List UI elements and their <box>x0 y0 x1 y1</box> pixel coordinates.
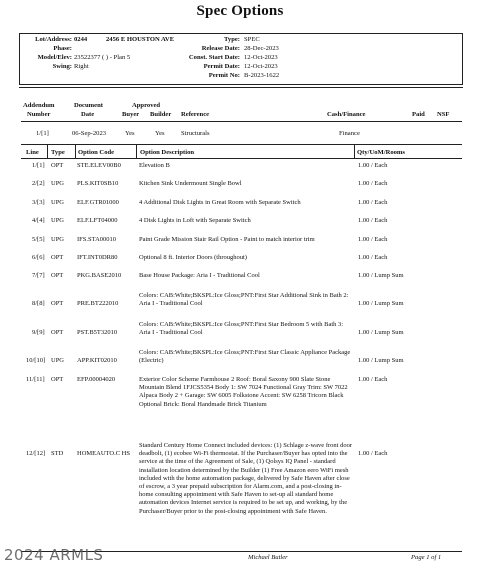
header-divider <box>19 87 463 88</box>
lot-label: Lot/Address: <box>35 36 72 43</box>
permit-date-label: Permit Date: <box>203 63 240 70</box>
row-desc: Exterior Color Scheme Farmhouse 2 Roof: Boral Saxony 900 Slate Stone Mountain Blend 1FJCS5354 Body 1: SW 7024 Functional Gray Trim: SW 7022 Alpaca Body 2 + Garage: SW 6005 Folkstone Accent: SW 6258 Tricorn Black Optional Brick: Boral Handmade Brick Titanium <box>139 376 348 408</box>
row-type: OPT <box>51 300 64 307</box>
line-header: Line <box>26 149 39 156</box>
const-start-label: Const. Start Date: <box>188 54 240 61</box>
option-description-header: Option Description <box>140 149 195 156</box>
row-line: 12/[12] <box>26 450 46 457</box>
row-qty: 1.00 / Lump Sum <box>358 329 404 336</box>
reference-header: Reference <box>181 111 210 118</box>
addendum-number-header: Number <box>27 111 51 118</box>
row-qty: 1.00 / Each <box>358 236 388 243</box>
row-code: PRE.BT222010 <box>77 300 119 307</box>
row-type: OPT <box>51 329 64 336</box>
buyer-header: Buyer <box>122 111 140 118</box>
row-desc: Standard Century Home Connect included devices: (1) Schlage z-wave front door deadbolt, (1) ecobee Wi-Fi thermostat. If the Purchaser/Buyer has opted into the service at the time of the Agreement of Sale, (1) Qolsys IQ Panel - standard installation location determined by the Builder (1) Free Amazon eero WiFi mesh included with the home automation package, delivered by Safe Haven after close of escrow, a 3 year prepaid subscription for Alarm.com, and a post-closing in-home consulting appointment with Safe Haven to set-up all standard home automation devices Internet service is required to be set up, and working, by the Purchaser/Buyer prior to the post-closing appointment with Safe Haven. <box>139 442 352 515</box>
qty-header: Qty/UoM/Rooms <box>357 149 405 156</box>
permit-no-value: B-2023-1622 <box>244 72 280 79</box>
row-desc: Kitchen Sink Undermount Single Bowl <box>139 180 242 187</box>
row-type: OPT <box>51 162 64 169</box>
nsf-header: NSF <box>437 111 450 118</box>
row-desc: Base House Package: Aria I - Traditional Cool <box>139 272 260 279</box>
row-type: UPG <box>51 180 65 187</box>
table-header-rule <box>21 158 462 159</box>
row-code: ELF.GTR01000 <box>77 199 119 206</box>
row-qty: 1.00 / Each <box>358 162 388 169</box>
addendum-document-header: Document <box>74 102 103 109</box>
type-label: Type: <box>224 36 240 43</box>
row-desc: Elevation B <box>139 162 170 169</box>
row-line: 2/[2] <box>32 180 45 187</box>
option-code-header: Option Code <box>78 149 115 156</box>
row-line: 3/[3] <box>32 199 45 206</box>
addendum-builder: Yes <box>155 130 165 137</box>
header-divider-2 <box>75 144 76 158</box>
swing-label: Swing: <box>52 63 72 70</box>
row-code: EFP.00004020 <box>77 376 116 383</box>
addendum-cash-finance: Finance <box>339 130 360 137</box>
builder-header: Builder <box>150 111 172 118</box>
row-line: 5/[5] <box>32 236 45 243</box>
row-desc: Optional 8 ft. Interior Doors (throughout) <box>139 254 247 261</box>
row-line: 6/[6] <box>32 254 45 261</box>
model-label: Model/Elev: <box>37 54 72 61</box>
row-line: 11/[11] <box>26 376 45 383</box>
cash-finance-header: Cash/Finance <box>327 111 366 118</box>
address-value: 2456 E HOUSTON AVE <box>106 36 175 43</box>
row-desc: Colors: CAB:White;BKSPL:Ice Gloss;PNT:First Star Bedroom 5 with Bath 3: Aria I - Traditional Cool <box>139 321 344 337</box>
table-top-rule <box>21 144 462 145</box>
row-qty: 1.00 / Each <box>358 254 388 261</box>
paid-header: Paid <box>412 111 425 118</box>
model-value: 23522377 ( ) - Plan 5 <box>74 54 131 61</box>
phase-label: Phase: <box>53 45 72 52</box>
row-qty: 1.00 / Lump Sum <box>358 272 404 279</box>
header-divider-1 <box>47 144 48 158</box>
row-type: UPG <box>51 236 65 243</box>
lot-value: 0244 <box>74 36 88 43</box>
addendum-header-rule <box>21 121 462 122</box>
row-code: STE.ELEV00B0 <box>77 162 121 169</box>
footer-name: Michael Butler <box>248 554 288 561</box>
row-qty: 1.00 / Each <box>358 376 388 383</box>
row-type: OPT <box>51 254 64 261</box>
row-code: PST.B5T32010 <box>77 329 118 336</box>
row-qty: 1.00 / Each <box>358 217 388 224</box>
watermark: 2024 ARMLS <box>4 546 104 564</box>
row-type: UPG <box>51 357 65 364</box>
row-type: UPG <box>51 217 65 224</box>
addendum-date-header: Date <box>81 111 95 118</box>
row-line: 9/[9] <box>32 329 45 336</box>
footer-page: Page 1 of 1 <box>411 554 442 561</box>
row-type: UPG <box>51 199 65 206</box>
approved-header: Approved <box>132 102 161 109</box>
swing-value: Right <box>74 63 89 70</box>
addendum-reference: Structurals <box>181 130 210 137</box>
release-value: 28-Dec-2023 <box>244 45 279 52</box>
type-value: SPEC <box>244 36 260 43</box>
permit-date-value: 12-Oct-2023 <box>244 63 278 70</box>
header-divider-3 <box>136 144 137 158</box>
row-code: ELF.LFT04000 <box>77 217 118 224</box>
row-code: APP.KIT02010 <box>77 357 117 364</box>
const-start-value: 12-Oct-2023 <box>244 54 278 61</box>
type-header: Type <box>51 149 65 156</box>
row-qty: 1.00 / Each <box>358 180 388 187</box>
permit-no-label: Permit No: <box>208 72 240 79</box>
row-desc: Colors: CAB:White;BKSPL:Ice Gloss;PNT:First Star Classic Appliance Package (Electric) <box>139 349 351 365</box>
row-line: 10/[10] <box>26 357 46 364</box>
row-desc: Colors: CAB:White;BKSPL:Ice Gloss;PNT:First Star Additional Sink in Bath 2: Aria I - Traditional Cool <box>139 292 349 308</box>
row-line: 4/[4] <box>32 217 45 224</box>
page-title: Spec Options <box>196 3 284 19</box>
addendum-col-header: Addendum <box>23 102 55 109</box>
row-type: OPT <box>51 272 64 279</box>
release-label: Release Date: <box>201 45 240 52</box>
row-code: PLS.KIT0SB10 <box>77 180 119 187</box>
row-code: IFT.INT0DR80 <box>77 254 118 261</box>
addendum-date: 06-Sep-2023 <box>72 130 107 137</box>
addendum-buyer: Yes <box>125 130 135 137</box>
row-qty: 1.00 / Each <box>358 199 388 206</box>
row-desc: 4 Additional Disk Lights in Great Room with Separate Switch <box>139 199 301 206</box>
row-qty: 1.00 / Each <box>358 450 388 457</box>
row-qty: 1.00 / Lump Sum <box>358 300 404 307</box>
row-desc: 4 Disk Lights in Loft with Separate Switch <box>139 217 251 224</box>
row-code: HOMEAUTO.C HS <box>77 450 130 457</box>
header-divider-4 <box>354 144 355 158</box>
row-qty: 1.00 / Lump Sum <box>358 357 404 364</box>
row-line: 1/[1] <box>32 162 45 169</box>
row-type: OPT <box>51 376 64 383</box>
row-code: PKG.BASE2010 <box>77 272 122 279</box>
addendum-number: 1/[1] <box>36 130 49 137</box>
row-desc: Paint Grade Mission Stair Rail Option - Paint to match interior trim <box>139 236 315 243</box>
row-line: 8/[8] <box>32 300 45 307</box>
row-code: IFS.STA00010 <box>77 236 117 243</box>
row-line: 7/[7] <box>32 272 45 279</box>
row-type: STD <box>51 450 64 457</box>
